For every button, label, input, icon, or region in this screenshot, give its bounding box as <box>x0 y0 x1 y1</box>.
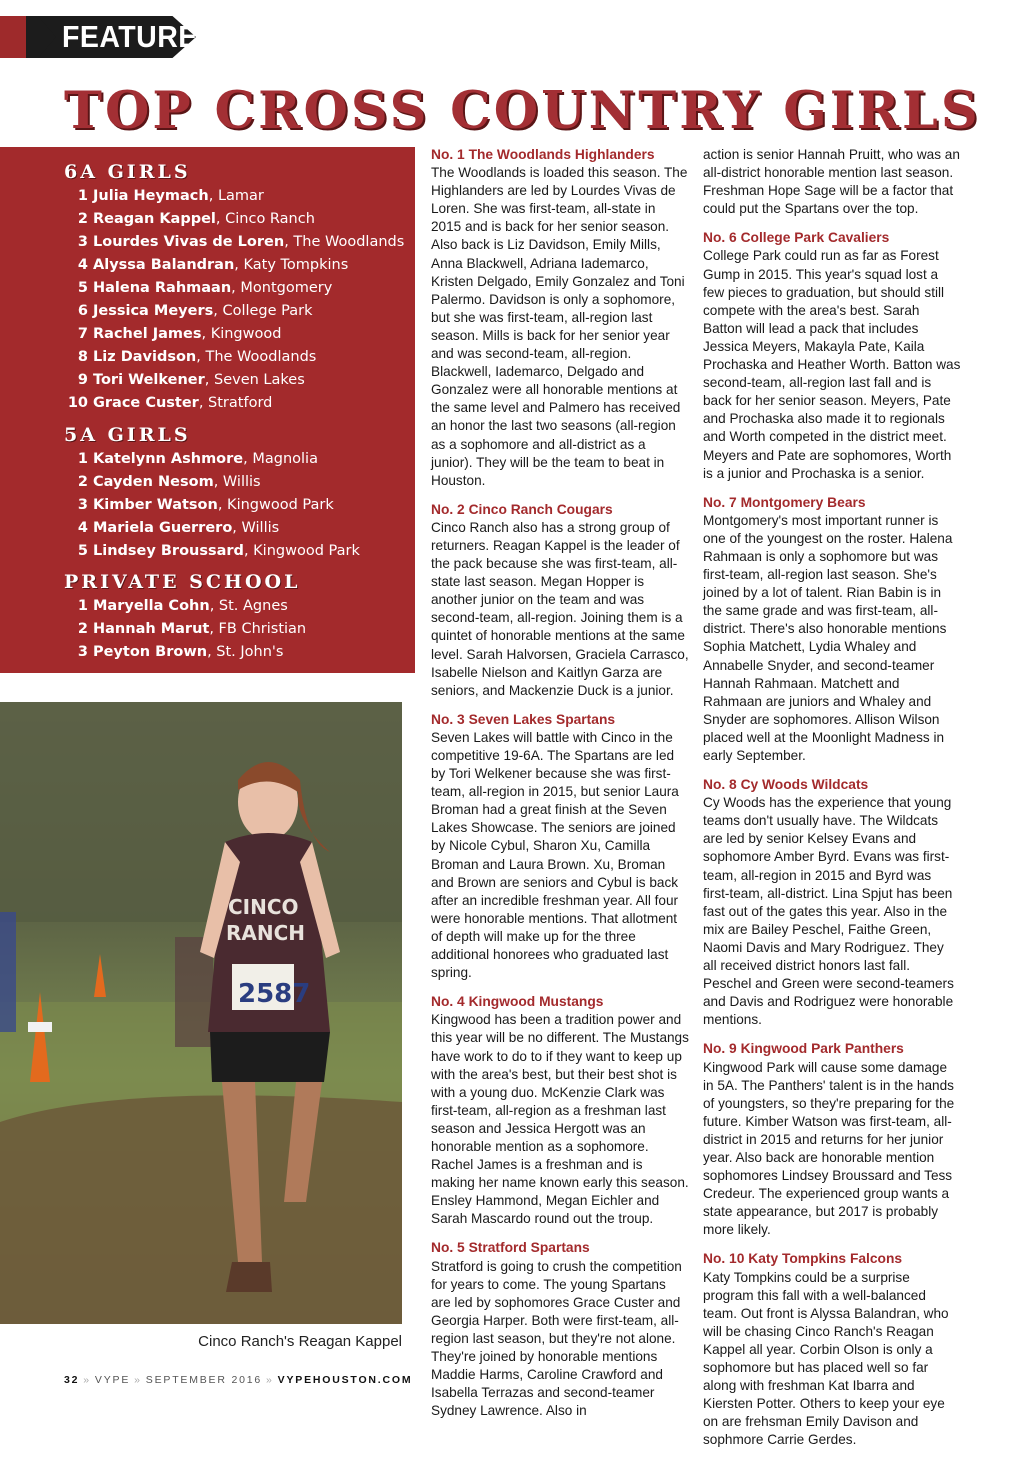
ranking-row: 6 Jessica Meyers, College Park <box>77 303 313 319</box>
sidebar-section-title: PRIVATE SCHOOL <box>64 571 301 593</box>
article-heading: No. 3 Seven Lakes Spartans <box>431 711 616 727</box>
ranking-row: 2 Hannah Marut, FB Christian <box>77 621 307 637</box>
page-headline: TOP CROSS COUNTRY GIRLS <box>64 81 981 141</box>
ranking-row: 4 Alyssa Balandran, Katy Tompkins <box>77 257 349 273</box>
jersey-text: RANCH <box>226 921 306 945</box>
bib-number: 2587 <box>238 979 311 1009</box>
jersey-text: CINCO <box>228 895 299 919</box>
article-body: Kingwood Park will cause some damage in 5A. The Panthers' talent is in the hands of youngsters, so they're preparing for the future. Kimber Watson was first-team, all-district in 2015 and returns for her junior year. Also back are honorable mention sophomores Lindsey Broussard and Tess Credeur. The experienced group wants a state appearance, but 2017 is probably more likely. <box>703 1059 955 1238</box>
runner-photo <box>0 702 402 1324</box>
sidebar-section-title: 6A GIRLS <box>64 161 191 183</box>
article-body: Montgomery's most important runner is one of the youngest on the roster. Halena Rahmaan is only a sophomore but was first-team, all-region last season. She's joined by a lot of talent. Rian Babin is in the same grade and was first-team, all-district. There's also honorable mentions Sophia Matchett, Lydia Whaley and Annabelle Snyder, and second-teamer Hannah Rahmaan. Matchett and Rahmaan are juniors and Whaley and Snyder are sophomores. Allison Wilson placed well at the Moonlight Madness in early September. <box>703 512 953 763</box>
section-banner <box>0 16 210 58</box>
article-heading: No. 9 Kingwood Park Panthers <box>703 1041 904 1057</box>
website: VYPEHOUSTON.COM <box>277 1374 413 1386</box>
article-heading: No. 1 The Woodlands Highlanders <box>431 147 655 162</box>
article-column-middle <box>431 146 689 1431</box>
article-body: action is senior Hannah Pruitt, who was an all-district honorable mention last season. Freshman Hope Sage will be a factor that could put the Spartans over the top. <box>703 147 960 217</box>
article-body: Cy Woods has the experience that young teams don't usually have. The Wildcats are led by senior Kelsey Evans and sophomore Amber Byrd. Evans was first-team, all-region in 2015 and Byrd was first-team, all-district. Lina Spjut has been fast out of the gates this year. Also in the mix are Bailey Peschel, Faithe Green, Naomi Davis and Mary Rodriguez. They all received district honors last fall. Peschel and Green were second-teamers and Davis and Rodriguez were honorable mentions. <box>703 795 954 1028</box>
ranking-row: 8 Liz Davidson, The Woodlands <box>77 349 317 365</box>
photo-caption: Cinco Ranch's Reagan Kappel <box>198 1333 402 1350</box>
article-heading: No. 8 Cy Woods Wildcats <box>703 777 869 793</box>
ranking-row: 5 Halena Rahmaan, Montgomery <box>77 280 333 296</box>
page-number: 32 <box>64 1374 80 1386</box>
page-footer: 32 » VYPE » SEPTEMBER 2016 » VYPEHOUSTON.COM <box>64 1374 413 1386</box>
article-heading: No. 5 Stratford Spartans <box>431 1240 590 1256</box>
issue-date: SEPTEMBER 2016 <box>145 1374 263 1386</box>
ranking-row: 4 Mariela Guerrero, Willis <box>77 520 280 536</box>
runner-illustration <box>0 702 402 1324</box>
article-heading: No. 2 Cinco Ranch Cougars <box>431 501 613 517</box>
article-body: The Woodlands is loaded this season. The Highlanders are led by Lourdes Vivas de Loren. She was first-team, all-state in 2015 and is back for her senior season. Also back is Liz Davidson, Emily Mills, Anna Blackwell, Adriana Iademarco, Kristen Delgado, Emily Gonzalez and Toni Palermo. Davidson is only a sophomore, but she was first-team, all-region last season. Mills is back for her senior year and was second-team, all-region. Blackwell, Iademarco, Delgado and Gonzalez were all honorable mentions at the same level and Palmero has received an honor the last two seasons (all-region as a sophomore and all-district as a junior). They will be the team to beat in Houston. <box>431 165 688 488</box>
article-body: Cinco Ranch also has a strong group of returners. Reagan Kappel is the leader of the pack because she was first-team, all-state last season. Megan Hopper is another junior on the team and was second-team, all-region. Joining them is a quintet of honorable mentions at the same level. Sarah Halvorsen, Graciela Carrasco, Isabelle Nielson and Kaitlyn Garza are seniors, and Mackenzie Duck is a junior. <box>431 519 689 698</box>
article-heading: No. 6 College Park Cavaliers <box>703 230 890 246</box>
ranking-row: 10 Grace Custer, Stratford <box>67 395 273 411</box>
article-heading: No. 4 Kingwood Mustangs <box>431 994 604 1010</box>
ranking-row: 1 Julia Heymach, Lamar <box>77 188 264 204</box>
ranking-row: 3 Kimber Watson, Kingwood Park <box>77 497 334 513</box>
ranking-row: 1 Katelynn Ashmore, Magnolia <box>77 451 318 467</box>
article-body: Seven Lakes will battle with Cinco in the competitive 19-6A. The Spartans are led by Tori Welkener because she was first-team, all-region in 2015, but senior Laura Broman had a great finish at the Seven Lakes Showcase. The seniors are joined by Nicole Cybul, Sharon Xu, Camilla Broman and Laura Brown. Xu, Broman and Brown are seniors and Cybul is back after an incredible freshman year. All four were honorable mentions. That allotment of depth will make up for the three additional honorees who graduated last spring. <box>431 729 679 981</box>
rankings-sidebar <box>0 147 415 673</box>
ranking-row: 3 Peyton Brown, St. John's <box>77 644 284 660</box>
ranking-row: 5 Lindsey Broussard, Kingwood Park <box>77 543 360 559</box>
ranking-row: 1 Maryella Cohn, St. Agnes <box>77 598 288 614</box>
article-body: Katy Tompkins could be a surprise program this fall with a well-balanced team. Out front is Alyssa Balandran, who will be chasing Cinco Ranch's Reagan Kappel all year. Corbin Olson is only a sophomore but has placed well so far along with freshman Kat Ibarra and Kiersten Potter. Others to keep your eye on are frehsman Emily Davison and sophmore Carrie Gerdes. <box>703 1269 949 1448</box>
ranking-row: 3 Lourdes Vivas de Loren, The Woodlands <box>77 234 405 250</box>
article-body: College Park could run as far as Forest Gump in 2015. This year's squad lost a few pieces to graduation, but should still compete with the area's best. Sarah Batton will lead a pack that includes Jessica Meyers, Makayla Pate, Kaila Prochaska and Heather Worth. Batton was second-team, all-region last fall and is back for her senior season. Meyers, Pate and Prochaska also made it to regionals and Worth competed in the district meet. Meyers and Pate are sophomores, Worth is a junior and Prochaska is a senior. <box>703 248 961 481</box>
article-body: Kingwood has been a tradition power and this year will be no different. The Mustangs have work to do to if they want to keep up with the area's best, but their best shot is with a young duo. McKenzie Clark was first-team, all-region as a freshman last season and Jessica Hergott was an honorable mention as a sophomore. Rachel James is a freshman and is making her name known early this season. Ensley Hammond, Megan Eichler and Sarah Mascardo round out the troup. <box>431 1012 689 1227</box>
article-heading: No. 10 Katy Tompkins Falcons <box>703 1251 903 1267</box>
section-label: FEATURE <box>62 19 198 54</box>
ranking-row: 2 Reagan Kappel, Cinco Ranch <box>77 211 315 227</box>
ranking-row: 9 Tori Welkener, Seven Lakes <box>77 372 305 388</box>
magazine-name: VYPE <box>94 1374 131 1386</box>
ranking-row: 7 Rachel James, Kingwood <box>77 326 282 342</box>
article-column-right <box>703 146 961 1460</box>
article-body: Stratford is going to crush the competition for years to come. The young Spartans are led by sophomores Grace Custer and Georgia Harper. Both were first-team, all-region last season, but they're not alone. They're joined by honorable mentions Maddie Harms, Caroline Crawford and Isabella Terrazas and second-teamer Sydney Lawrence. Also in <box>431 1258 682 1419</box>
article-heading: No. 7 Montgomery Bears <box>703 494 866 510</box>
sidebar-section-title: 5A GIRLS <box>64 424 191 446</box>
ranking-row: 2 Cayden Nesom, Willis <box>77 474 261 490</box>
